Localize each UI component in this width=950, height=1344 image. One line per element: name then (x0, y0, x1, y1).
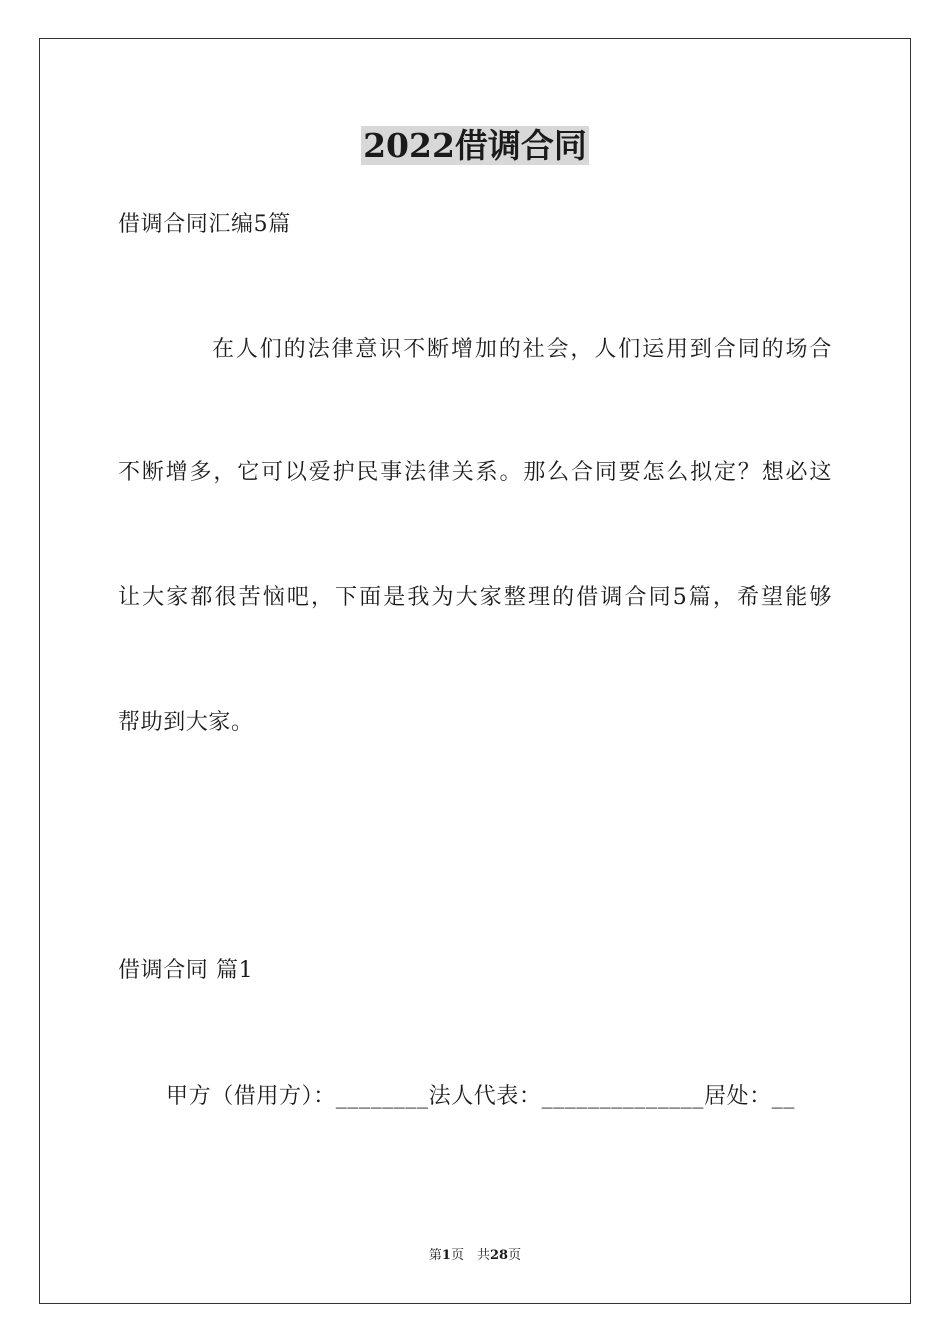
footer-total-pages: 28 (489, 1248, 509, 1263)
party-a-line: 甲方（借用方）：________法人代表：______________居处：__ (166, 1084, 796, 1109)
footer-current-page: 1 (441, 1248, 451, 1263)
document-title: 2022借调合同 (363, 126, 587, 165)
document-subtitle: 借调合同汇编5篇 (118, 212, 291, 237)
intro-line-1: 在人们的法律意识不断增加的社会，人们运用到合同的场合 (212, 337, 832, 362)
intro-line-2: 不断增多，它可以爱护民事法律关系。那么合同要怎么拟定？想必这 (118, 460, 832, 485)
footer-suffix: 页 (508, 1248, 522, 1263)
intro-line-4: 帮助到大家。 (118, 710, 254, 735)
section-heading: 借调合同 篇1 (118, 958, 254, 983)
footer-mid: 页 共 (450, 1248, 490, 1263)
page-footer (0, 1249, 950, 1262)
footer-prefix: 第 (428, 1248, 442, 1263)
document-title-wrap (0, 126, 950, 165)
intro-line-3: 让大家都很苦恼吧，下面是我为大家整理的借调合同5篇，希望能够 (118, 585, 832, 610)
